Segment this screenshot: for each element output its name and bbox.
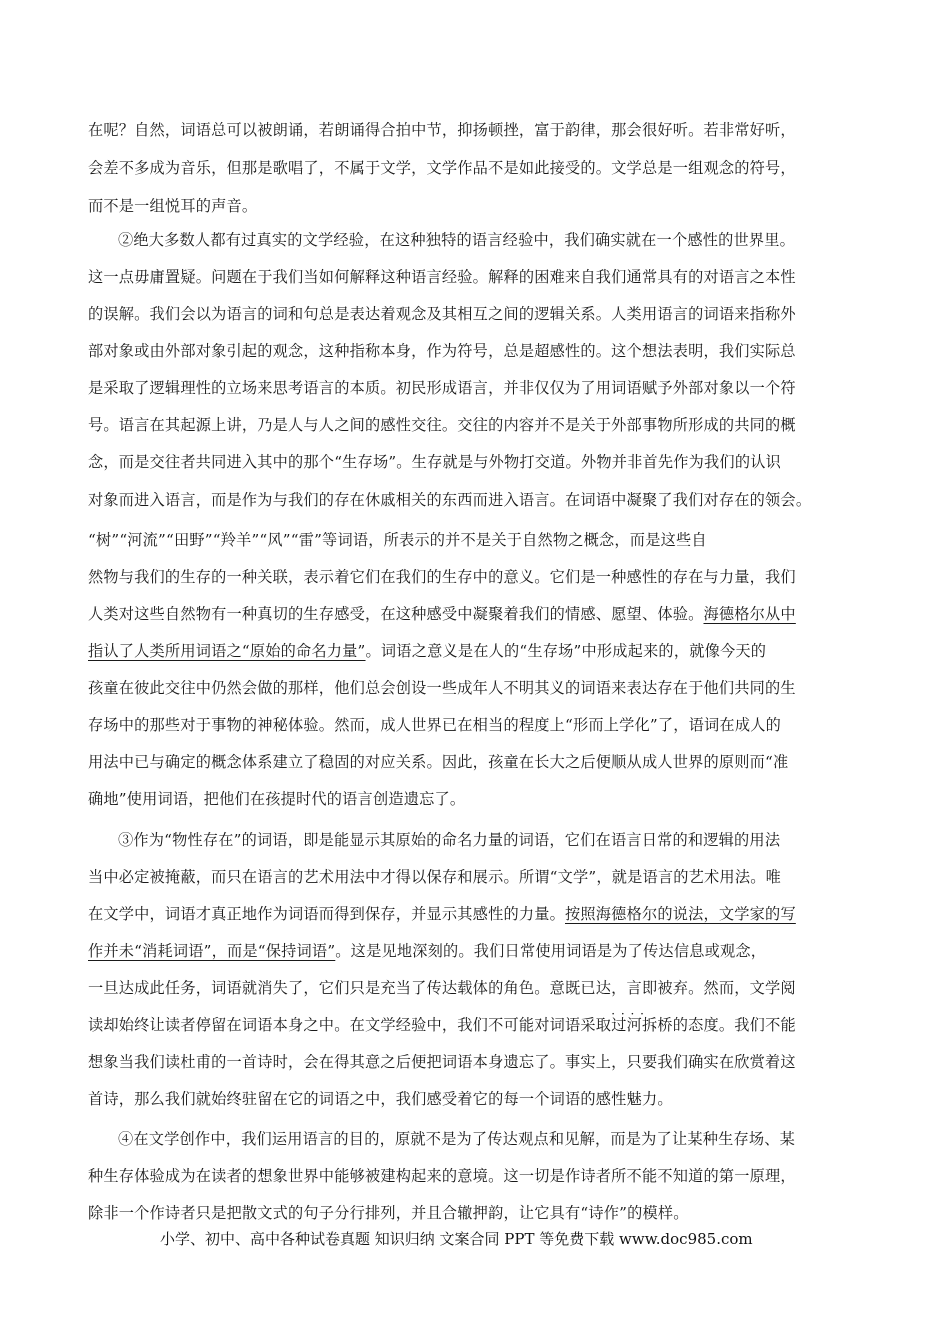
underlined-sentence-2-end: 作并未“消耗词语”，而是“保持词语”	[88, 942, 336, 960]
paragraph-2-line-5: 是采取了逻辑理性的立场来思考语言的本质。初民形成语言，并非仅仅为了用词语赋予外部对象以一个符	[88, 379, 796, 397]
paragraph-2-line-11	[88, 604, 796, 624]
paragraph-3-line-3-text: 在文学中，词语才真正地作为词语而得到保存，并显示其感性的力量。	[88, 905, 566, 923]
paragraph-2-line-3: 的误解。我们会以为语言的词和句总是表达着观念及其相互之间的逻辑关系。人类用语言的词语来指称外	[88, 305, 796, 323]
paragraph-3-line-3	[88, 904, 796, 924]
underlined-sentence-1-start: 海德格尔从中	[703, 605, 796, 623]
paragraph-4-line-3: 除非一个作诗者只是把散文式的句子分行排列，并且合辙押韵，让它具有“诗作”的模样。	[88, 1204, 689, 1222]
paragraph-2-line-1: ②绝大多数人都有过真实的文学经验，在这种独特的语言经验中，我们确实就在一个感性的世界里。	[118, 231, 796, 249]
paragraph-2-line-13: 孩童在彼此交往中仍然会做的那样，他们总会创设一些成年人不明其义的词语来表达存在于他们共同的生	[88, 679, 796, 697]
paragraph-2-line-2: 这一点毋庸置疑。问题在于我们当如何解释这种语言经验。解释的困难来自我们通常具有的对语言之本性	[88, 268, 796, 286]
paragraph-2-line-4: 部对象或由外部对象引起的观念，这种指称本身，作为符号，总是超感性的。这个想法表明，我们实际总	[88, 342, 796, 360]
paragraph-1-line-2: 会差不多成为音乐，但那是歌唱了，不属于文学，文学作品不是如此接受的。文学总是一组观念的符号，	[88, 159, 796, 177]
paragraph-2-line-11-text: 人类对这些自然物有一种真切的生存感受，在这种感受中凝聚着我们的情感、愿望、体验。	[88, 605, 704, 623]
page-footer: 小学、初中、高中各种试卷真题 知识归纳 文案合同 PPT 等免费下载 www.doc985.com	[160, 1230, 753, 1248]
paragraph-2-line-12	[88, 641, 766, 661]
paragraph-3-line-6	[88, 1015, 796, 1035]
paragraph-1-line-3: 而不是一组悦耳的声音。	[88, 197, 258, 215]
paragraph-3-line-6-text-a: 读却始终让读者停留在词语本身之中。在文学经验中，我们不可能对词语采取	[88, 1016, 612, 1034]
paragraph-4-line-2: 种生存体验成为在读者的想象世界中能够被建构起来的意境。这一切是作诗者所不能不知道的第一原理，	[88, 1167, 796, 1185]
paragraph-3-line-2: 当中必定被掩蔽，而只在语言的艺术用法中才得以保存和展示。所谓“文学”，就是语言的艺术用法。唯	[88, 868, 781, 886]
paragraph-4-line-1: ④在文学创作中，我们运用语言的目的，原就不是为了传达观点和见解，而是为了让某种生存场、某	[118, 1130, 796, 1148]
underlined-sentence-2-start: 按照海德格尔的说法，文学家的写	[565, 905, 796, 923]
paragraph-3-line-7: 想象当我们读杜甫的一首诗时，会在得其意之后便把词语本身遗忘了。事实上，只要我们确实在欣赏着这	[88, 1053, 796, 1071]
paragraph-2-line-7: 念，而是交往者共同进入其中的那个“生存场”。生存就是与外物打交道。外物并非首先作为我们的认识	[88, 453, 781, 471]
paragraph-3-line-4-text: 。这是见地深刻的。我们日常使用词语是为了传达信息或观念，	[335, 942, 767, 960]
emphasis-dotted-phrase: 过河拆桥 · · · ·	[611, 1016, 673, 1034]
underlined-sentence-1-end: 指认了人类所用词语之“原始的命名力量”	[88, 642, 366, 660]
paragraph-3-line-8: 首诗，那么我们就始终驻留在它的词语之中，我们感受着它的每一个词语的感性魅力。	[88, 1090, 673, 1108]
paragraph-3-line-4	[88, 941, 766, 961]
paragraph-2-line-12-text: 。词语之意义是在人的“生存场”中形成起来的，就像今天的	[365, 642, 767, 660]
paragraph-2-line-6: 号。语言在其起源上讲，乃是人与人之间的感性交往。交往的内容并不是关于外部事物所形成的共同的概	[88, 416, 796, 434]
paragraph-2-line-16: 确地”使用词语，把他们在孩提时代的语言创造遗忘了。	[88, 790, 466, 808]
paragraph-2-line-10: 然物与我们的生存的一种关联，表示着它们在我们的生存中的意义。它们是一种感性的存在与力量，我们	[88, 568, 796, 586]
paragraph-2-line-15: 用法中已与确定的概念体系建立了稳固的对应关系。因此，孩童在长大之后便顺从成人世界的原则而“准	[88, 753, 789, 771]
paragraph-3-line-5: 一旦达成此任务，词语就消失了，它们只是充当了传达载体的角色。意既已达，言即被弃。然而，文学阅	[88, 979, 796, 997]
paragraph-3-line-1: ③作为“物性存在”的词语，即是能显示其原始的命名力量的词语，它们在语言日常的和逻辑的用法	[118, 831, 781, 849]
paragraph-2-line-9: “树”“河流”“田野”“羚羊”“风”“雷”等词语，所表示的并不是关于自然物之概念，而是这些自	[88, 531, 707, 549]
paragraph-1-line-1: 在呢？自然，词语总可以被朗诵，若朗诵得合拍中节，抑扬顿挫，富于韵律，那会很好听。若非常好听，	[88, 121, 796, 139]
paragraph-2-line-8: 对象而进入语言，而是作为与我们的存在休戚相关的东西而进入语言。在词语中凝聚了我们对存在的领会。	[88, 491, 812, 509]
paragraph-3-line-6-text-b: 的态度。我们不能	[672, 1016, 796, 1034]
paragraph-2-line-14: 存场中的那些对于事物的神秘体验。然而，成人世界已在相当的程度上“形而上学化”了，语词在成人的	[88, 716, 781, 734]
